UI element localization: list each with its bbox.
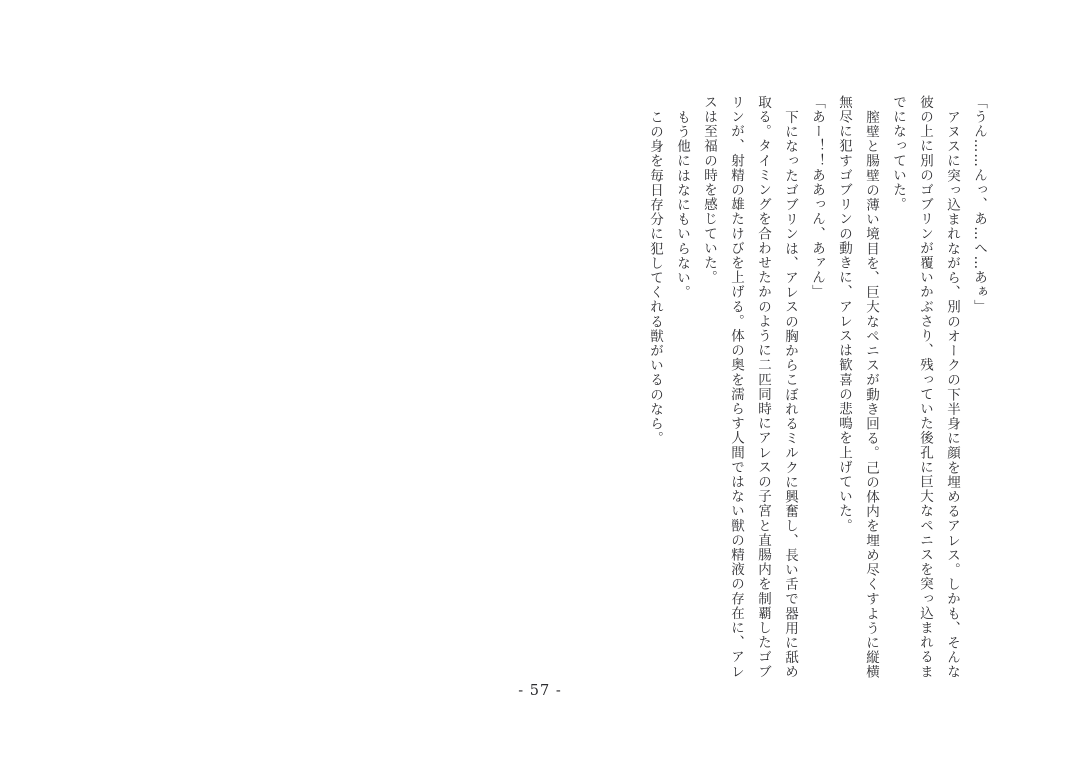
text-line-6: 無尽に犯すゴブリンの動きに、アレスは歓喜の悲鳴を上げていた。 (836, 95, 852, 533)
text-line-8: 下になったゴブリンは、アレスの胸からこぼれるミルクに興奮し、長い舌で器用に舐め (782, 109, 798, 679)
body-text (641, 95, 992, 695)
text-line-7: 「あー！！ああっん、あァん」 (809, 95, 825, 300)
text-line-11: スは至福の時を感じていた。 (701, 95, 717, 285)
text-line-2: アヌスに突っ込まれながら、別のオークの下半身に顔を埋めるアレス。しかも、そんな (944, 109, 960, 679)
text-line-10: リンが、射精の雄たけびを上げる。体の奥を濡らす人間ではない獣の精液の存在に、アレ (728, 95, 744, 679)
text-line-13: この身を毎日存分に犯してくれる獣がいるのなら。 (647, 109, 663, 446)
text-line-4: でになっていた。 (890, 95, 906, 212)
text-line-12: もう他にはなにもいらない。 (674, 109, 690, 300)
text-line-5: 膣壁と腸壁の薄い境目を、巨大なペニスが動き回る。己の体内を埋め尽くすように縦横 (863, 109, 879, 679)
page-number: - 57 - (518, 683, 562, 699)
text-line-1: 「うん……んっ、あ…へ…あぁ」 (971, 95, 987, 314)
text-line-9: 取る。タイミングを合わせたかのように二匹同時にアレスの子宮と直腸内を制覇したゴブ (755, 95, 771, 679)
text-line-3: 彼の上に別のゴブリンが覆いかぶさり、残っていた後孔に巨大なペニスを突っ込まれるま (917, 95, 933, 679)
